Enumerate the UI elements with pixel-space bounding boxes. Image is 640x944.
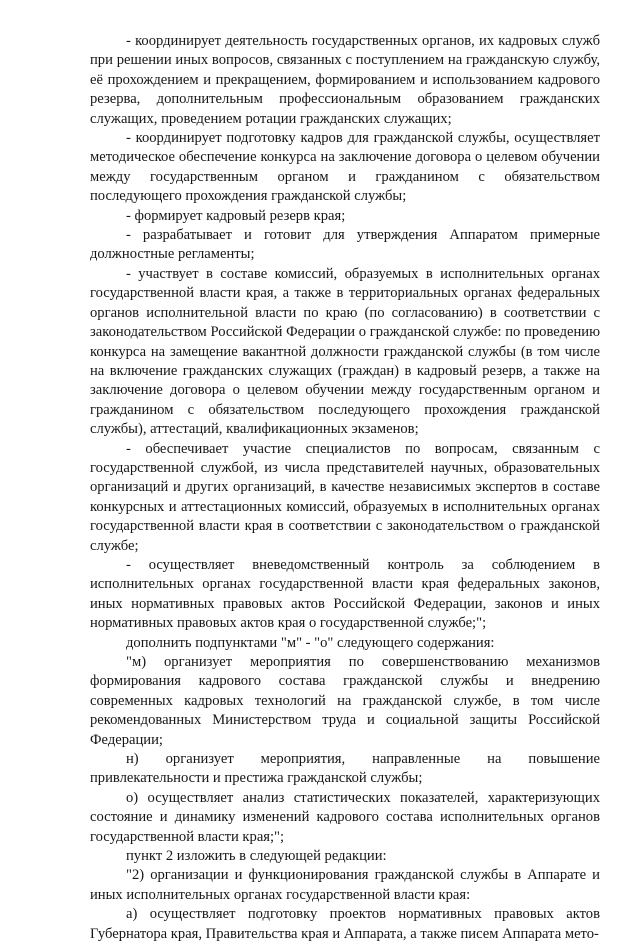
paragraph-point-2: "2) организации и функционирования гражданской службы в Аппарате и иных исполнительных органах государственной власти края:: [90, 867, 600, 903]
paragraph-independent-experts: - обеспечивает участие специалистов по вопросам, связанным с государственной службой, из числа представителей научных, образовательных организаций и других организаций, в качестве независимых экспертов в составе конкурсных и аттестационных комиссий, образуемых в исполнительных органах государственной власти края в соответствии с законодательством о гражданской службе;: [90, 440, 600, 554]
paragraph-coordinates-state-bodies: - координирует деятельность государственных органов, их кадровых служб при решении иных вопросов, связанных с поступлением на гражданскую службу, её прохождением и прекращением, формированием и использованием кадрового резерва, дополнительным профессиональным образованием гражданских служащих, проведением ротации гражданских служащих;: [90, 33, 600, 127]
paragraph-personnel-reserve: - формирует кадровый резерв края;: [126, 207, 346, 224]
paragraph-point-2-instruction: пункт 2 изложить в следующей редакции:: [126, 848, 387, 865]
paragraph-job-regulations: - разрабатывает и готовит для утверждения Аппаратом примерные должностные регламенты;: [90, 227, 600, 263]
document-body: [90, 32, 600, 944]
paragraph-commissions: - участвует в составе комиссий, образуемых в исполнительных органах государственной власти края, а также в территориальных органах федеральных органов исполнительной власти по краю (по согласованию) в соответствии с законодательством Российской Федерации о гражданской службе: по проведению конкурса на замещение вакантной должности гражданской службы (в том числе на включение гражданских служащих (граждан) в кадровый резерв, а также на заключение договора о целевом обучении между государственным органом и гражданином с обязательством последующего прохождения гражданской службы), аттестаций, квалификационных экзаменов;: [90, 265, 600, 438]
paragraph-subpoint-n: н) организует мероприятия, направленные на повышение привлекательности и престижа гражданской службы;: [90, 751, 600, 787]
paragraph-point-2-a: а) осуществляет подготовку проектов нормативных правовых актов Губернатора края, Правительства края и Аппарата, а также писем Аппарата мето-: [90, 906, 600, 942]
paragraph-subpoint-m: "м) организует мероприятия по совершенствованию механизмов формирования кадрового состава гражданской службы и внедрению современных кадровых технологий на гражданской службе, в том числе рекомендованных Министерством труда и социальной защиты Российской Федерации;: [90, 654, 600, 748]
paragraph-coordinates-training: - координирует подготовку кадров для гражданской службы, осуществляет методическое обеспечение конкурса на заключение договора о целевом обучении между государственным органом и гражданином с обязательством последующего прохождения гражданской службы;: [90, 130, 600, 205]
paragraph-subpoint-o: о) осуществляет анализ статистических показателей, характеризующих состояние и динамику изменений кадрового состава исполнительных органов государственной власти края;";: [90, 789, 600, 845]
paragraph-add-subpoints: дополнить подпунктами "м" - "о" следующего содержания:: [126, 634, 495, 651]
paragraph-external-control: - осуществляет вневедомственный контроль за соблюдением в исполнительных органах государственной власти края федеральных законов, иных нормативных правовых актов Российской Федерации, законов и иных нормативных правовых актов края о государственной службе;";: [90, 556, 600, 632]
